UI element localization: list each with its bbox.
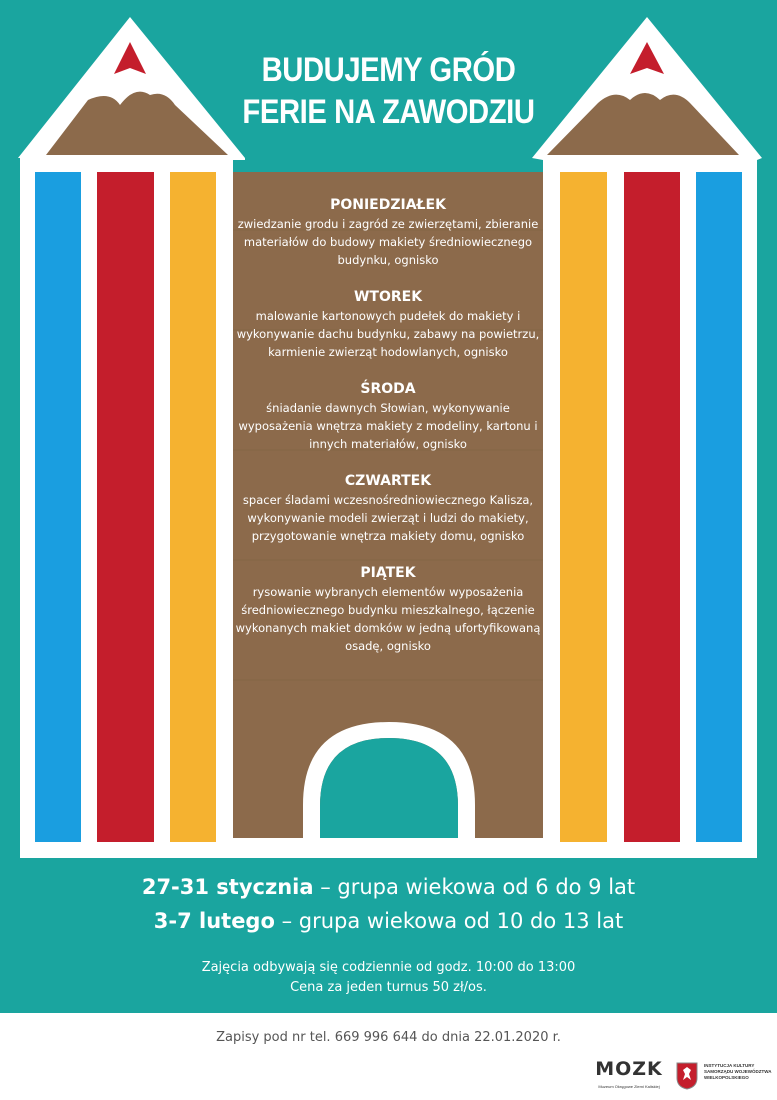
signup-info: Zapisy pod nr tel. 669 996 644 do dnia 22.01.2020 r. xyxy=(216,1030,561,1045)
right-yellow-pencil xyxy=(560,172,607,842)
schedule-day-tuesday xyxy=(233,287,543,361)
left-yellow-pencil xyxy=(170,172,216,842)
schedule-day-thursday xyxy=(233,471,543,545)
day-heading: WTOREK xyxy=(353,289,423,305)
mozk-logo-text: MOZK xyxy=(595,1058,663,1080)
day-description: malowanie kartonowych pudełek do makiety i wykonywanie dachu budynku, zabawy na powietrzu, karmienie zwierząt hodowlanych, ognisko xyxy=(236,309,540,359)
day-description: śniadanie dawnych Słowian, wykonywanie wyposażenia wnętrza makiety z modeliny, kartonu i innych materiałów, ognisko xyxy=(238,401,538,451)
age-group-text: – grupa wiekowa od 10 do 13 lat xyxy=(274,909,624,933)
schedule-day-monday xyxy=(233,195,543,269)
poster-title-line-1: BUDUJEMY GRÓD xyxy=(261,51,516,89)
age-groups xyxy=(0,870,777,938)
left-red-pencil xyxy=(97,172,154,842)
schedule-day-friday xyxy=(233,563,543,655)
right-blue-pencil xyxy=(696,172,742,842)
hours-info: Zajęcia odbywają się codziennie od godz. 10:00 do 13:00 xyxy=(201,960,576,975)
age-group-dates: 27-31 stycznia xyxy=(141,875,314,899)
right-red-pencil xyxy=(624,172,680,842)
age-group-text: – grupa wiekowa od 6 do 9 lat xyxy=(313,875,636,899)
weekly-schedule xyxy=(233,195,543,673)
age-group-dates: 3-7 lutego xyxy=(153,909,275,933)
day-heading: PIĄTEK xyxy=(360,565,416,581)
institution-label: INSTYTUCJA KULTURY SAMORZĄDU WOJEWÓDZTWA WIELKOPOLSKIEGO xyxy=(704,1063,772,1080)
event-info xyxy=(0,958,777,998)
age-group-2 xyxy=(0,904,777,938)
gate-opening xyxy=(320,738,458,838)
mozk-logo-subtitle: Muzeum Okręgowe Ziemi Kaliskiej xyxy=(598,1084,660,1089)
price-info: Cena za jeden turnus 50 zł/os. xyxy=(290,980,487,995)
day-heading: PONIEDZIAŁEK xyxy=(330,197,446,213)
day-description: zwiedzanie grodu i zagród ze zwierzętami, zbieranie materiałów do budowy makiety średniowiecznego budynku, ognisko xyxy=(237,217,539,267)
schedule-day-wednesday xyxy=(233,379,543,453)
age-group-1 xyxy=(0,870,777,904)
poster-title-line-2: FERIE NA ZAWODZIU xyxy=(242,93,535,131)
footer xyxy=(0,1013,777,1100)
left-blue-pencil xyxy=(35,172,81,842)
crest-icon xyxy=(676,1062,698,1090)
day-description: rysowanie wybranych elementów wyposażenia średniowiecznego budynku mieszkalnego, łączenie wykonanych makiet domków w jedną ufortyfikowaną osadę, ognisko xyxy=(235,585,541,653)
day-heading: ŚRODA xyxy=(360,381,416,397)
day-heading: CZWARTEK xyxy=(344,473,432,489)
mozk-logo xyxy=(593,1058,665,1098)
day-description: spacer śladami wczesnośredniowiecznego Kalisza, wykonywanie modeli zwierząt i ludzi do makiety, przygotowanie wnętrza makiety domu, ognisko xyxy=(242,493,534,543)
